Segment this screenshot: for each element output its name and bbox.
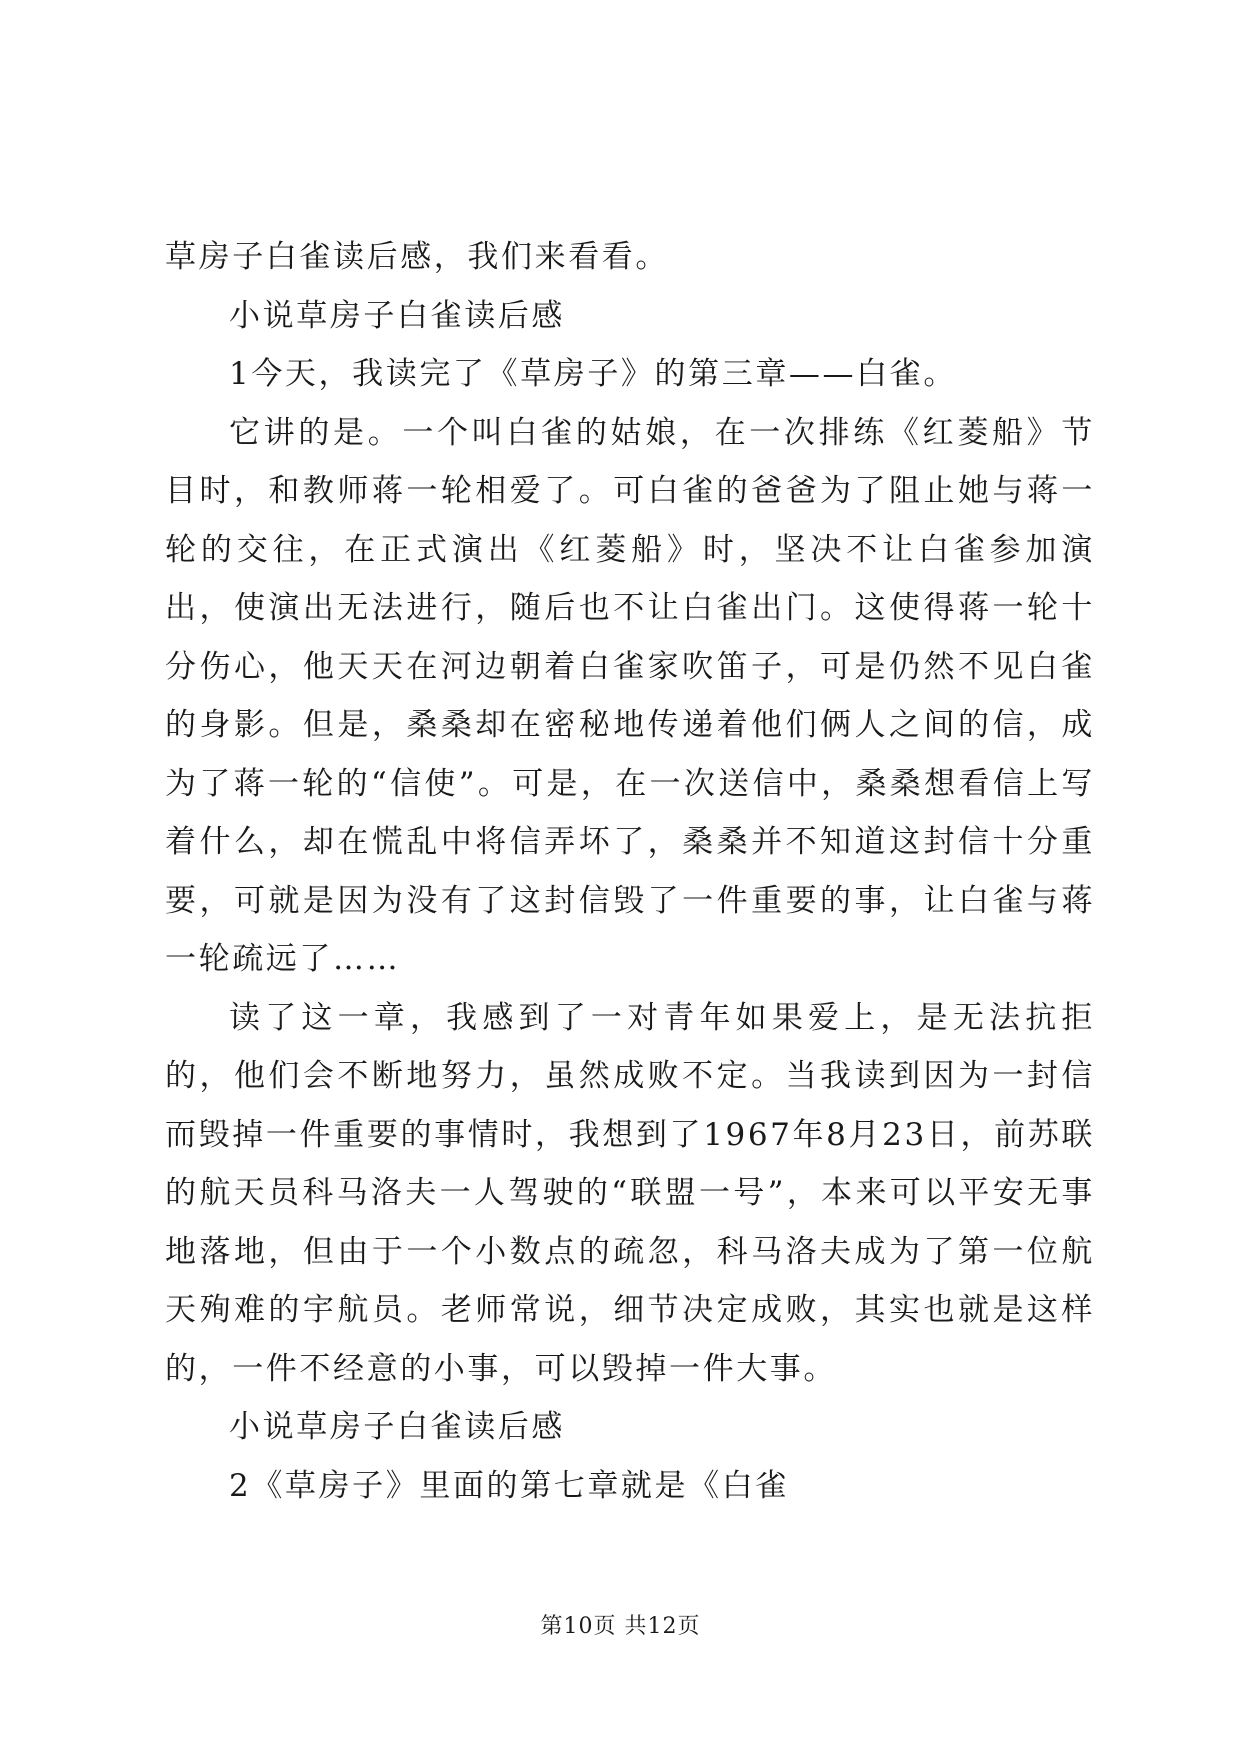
paragraph-1-story: 它讲的是。一个叫白雀的姑娘，在一次排练《红菱船》节目时，和教师蒋一轮相爱了。可白雀的爸爸为了阻止她与蒋一轮的交往，在正式演出《红菱船》时，坚决不让白雀参加演出，使演出无法进行，随后也不让白雀出门。这使得蒋一轮十分伤心，他天天在河边朝着白雀家吹笛子，可是仍然不见白雀的身影。但是，桑桑却在密秘地传递着他们俩人之间的信，成为了蒋一轮的“信使”。可是，在一次送信中，桑桑想看信上写着什么，却在慌乱中将信弄坏了，桑桑并不知道这封信十分重要，可就是因为没有了这封信毁了一件重要的事，让白雀与蒋一轮疏远了…… xyxy=(165,414,1095,977)
paragraph-1-opening: 1今天，我读完了《草房子》的第三章——白雀。 xyxy=(229,356,957,392)
paragraph-1-reflection: 读了这一章，我感到了一对青年如果爱上，是无法抗拒的，他们会不断地努力，虽然成败不定。当我读到因为一封信而毁掉一件重要的事情时，我想到了1967年8月23日，前苏联的航天员科马洛夫一人驾驶的“联盟一号”，本来可以平安无事地落地，但由于一个小数点的疏忽，科马洛夫成为了第一位航天殉难的宇航员。老师常说，细节决定成败，其实也就是这样的，一件不经意的小事，可以毁掉一件大事。 xyxy=(165,999,1095,1387)
paragraph-2-opening: 2《草房子》里面的第七章就是《白雀 xyxy=(229,1467,789,1504)
page-footer: 第10页 共12页 xyxy=(540,1614,701,1639)
section-heading-2: 小说草房子白雀读后感 xyxy=(229,1409,565,1445)
section-heading-1: 小说草房子白雀读后感 xyxy=(229,297,565,334)
document-body xyxy=(165,228,1095,1515)
paragraph-intro: 草房子白雀读后感，我们来看看。 xyxy=(165,239,669,275)
